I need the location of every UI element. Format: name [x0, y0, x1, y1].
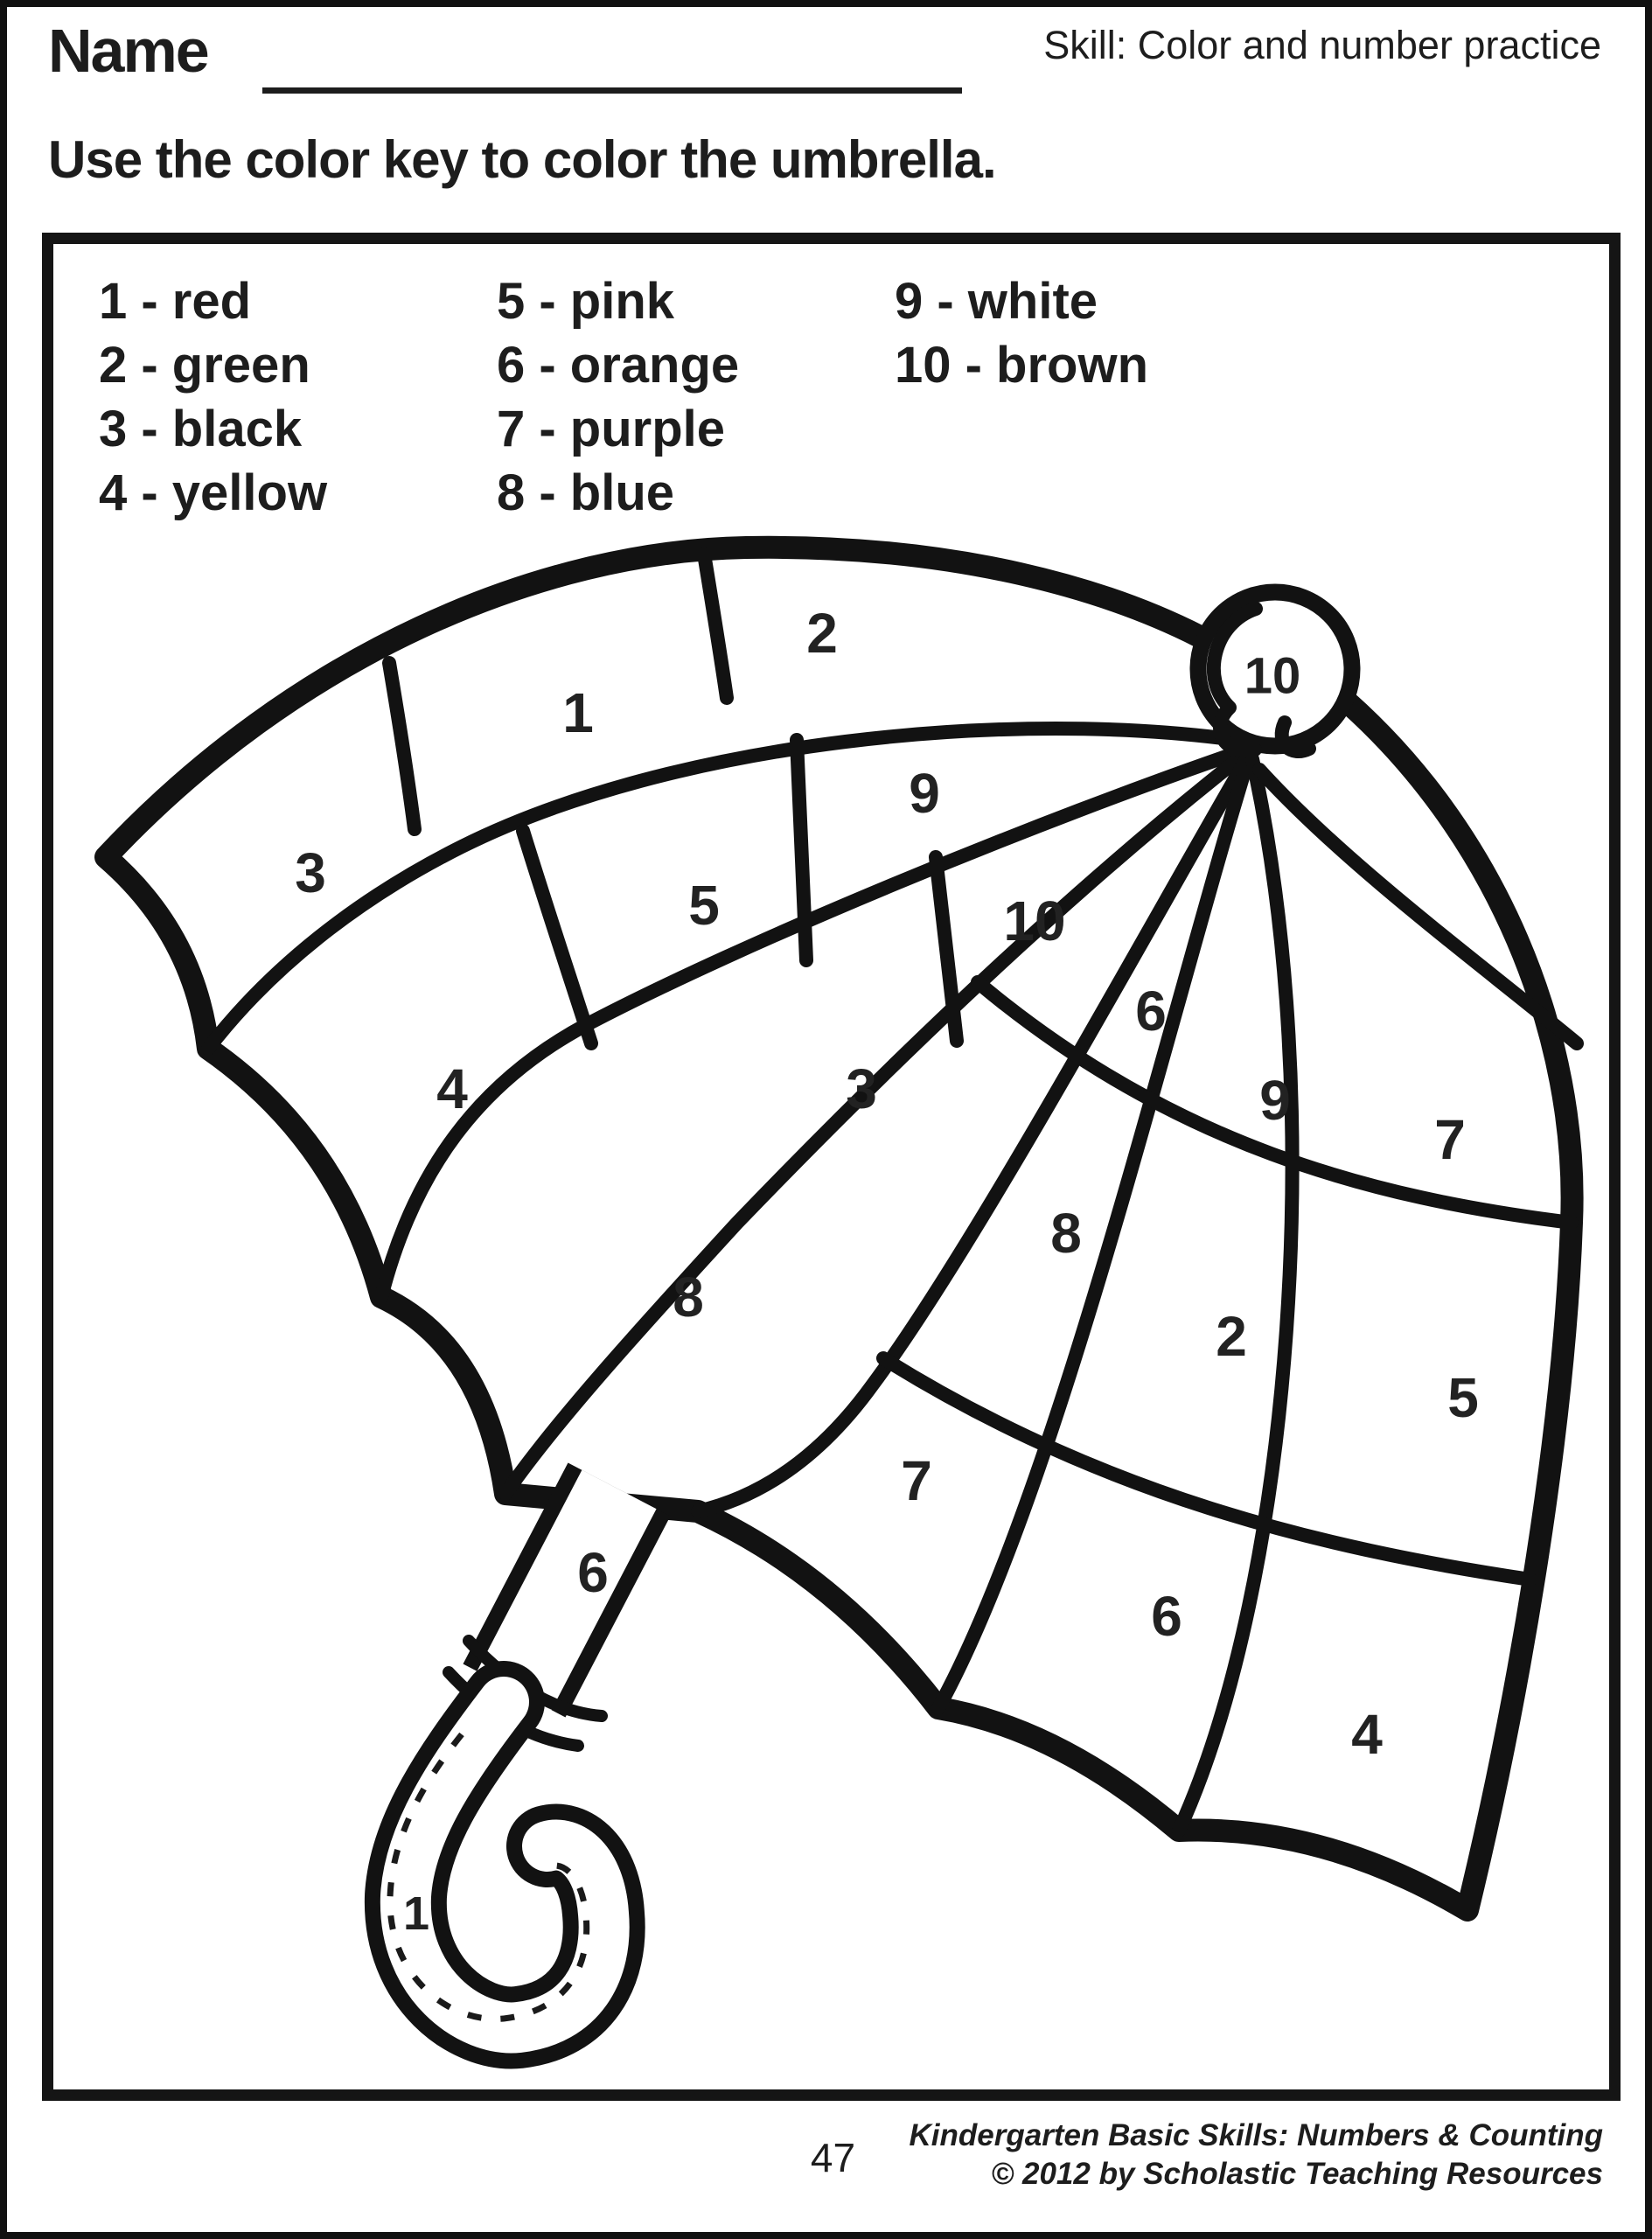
umbrella-cell-label-8-12: 8 — [1050, 1202, 1082, 1265]
umbrella-cell-label-5-14: 5 — [1447, 1366, 1479, 1429]
umbrella-cell-label-7-15: 7 — [901, 1449, 932, 1512]
instruction-text: Use the color key to color the umbrella. — [48, 130, 996, 189]
umbrella-cell-label-6-16: 6 — [1151, 1585, 1182, 1648]
umbrella-cell-label-2-13: 2 — [1216, 1305, 1247, 1368]
key-item-2-green: 2 - green — [99, 337, 310, 394]
page-number: 47 — [810, 2135, 856, 2180]
umbrella-cell-label-9-3: 9 — [909, 762, 940, 825]
key-item-8-blue: 8 - blue — [497, 464, 675, 521]
umbrella-cell-label-4-17: 4 — [1351, 1703, 1383, 1766]
skill-text: Skill: Color and number practice — [1043, 23, 1601, 67]
series-title: Kindergarten Basic Skills: Numbers & Counting — [909, 2118, 1603, 2152]
umbrella-cell-label-10-19: 10 — [1244, 647, 1301, 705]
umbrella-cell-label-3-0: 3 — [295, 841, 326, 904]
umbrella-cell-label-6-18: 6 — [577, 1541, 609, 1604]
key-item-1-red: 1 - red — [99, 273, 252, 330]
key-item-3-black: 3 - black — [99, 401, 303, 457]
key-item-10-brown: 10 - brown — [895, 337, 1149, 394]
key-item-7-purple: 7 - purple — [497, 401, 726, 457]
umbrella-cell-label-10-6: 10 — [1003, 889, 1066, 952]
name-label: Name — [48, 17, 208, 85]
key-item-6-orange: 6 - orange — [497, 337, 740, 394]
umbrella-cell-label-1-1: 1 — [562, 681, 594, 744]
umbrella-coloring-area[interactable] — [7, 7, 1652, 2239]
umbrella-cell-label-8-8: 8 — [673, 1266, 704, 1329]
key-item-4-yellow: 4 - yellow — [99, 464, 328, 521]
umbrella-cell-label-2-2: 2 — [806, 602, 838, 665]
key-item-9-white: 9 - white — [895, 273, 1098, 330]
umbrella-cell-label-4-5: 4 — [436, 1057, 468, 1120]
umbrella-cell-label-6-9: 6 — [1135, 980, 1167, 1043]
copyright-line: © 2012 by Scholastic Teaching Resources — [991, 2157, 1603, 2191]
umbrella-cell-label-7-11: 7 — [1434, 1108, 1466, 1171]
copyright-block — [910, 2117, 1603, 2194]
umbrella-cell-label-5-4: 5 — [688, 874, 720, 937]
umbrella-cell-label-3-7: 3 — [846, 1057, 877, 1120]
key-item-5-pink: 5 - pink — [497, 273, 675, 330]
umbrella-cell-label-1-20: 1 — [402, 1887, 430, 1940]
umbrella-cell-label-9-10: 9 — [1259, 1069, 1291, 1132]
